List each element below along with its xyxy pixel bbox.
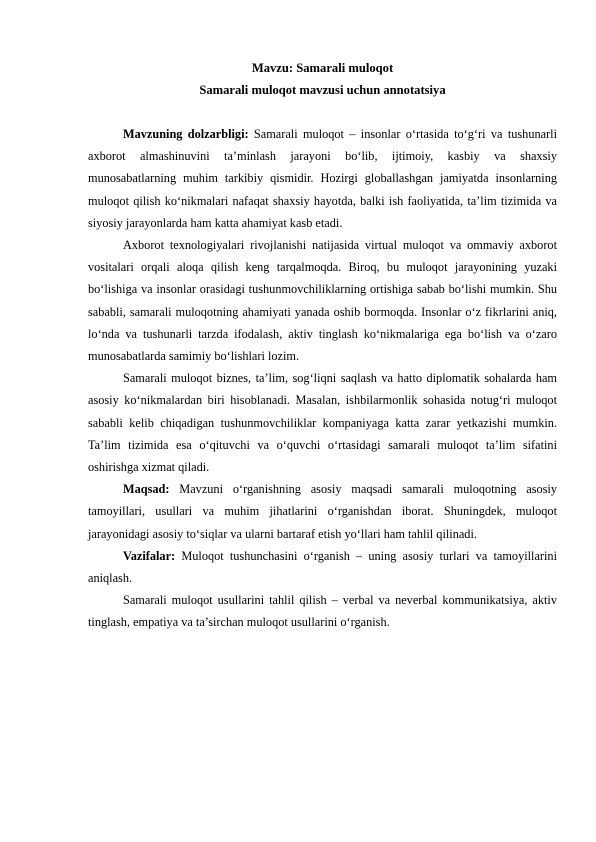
paragraph-relevance xyxy=(88,123,557,234)
paragraph-lead: Maqsad: xyxy=(123,482,170,497)
paragraph-text: Samarali muloqot usullarini tahlil qilish – verbal va neverbal kommunikatsiya, aktiv tinglash, empatiya va ta’sirchan muloqot usullarini o‘rganish. xyxy=(88,593,557,630)
paragraph-text: Samarali muloqot biznes, ta’lim, sog‘liqni saqlash va hatto diplomatik sohalarda ham asosiy ko‘nikmalardan biri hisoblanadi. Masalan, ishbilarmonlik sohasida notug‘ri muloqot sababli kelib chiqadigan tushunmovchiliklar kompaniyaga katta zarar yetkazishi mumkin. Ta’lim tizimida esa o‘qituvchi va o‘quvchi o‘rtasidagi samarali muloqot ta’lim sifatini oshirishga xizmat qiladi. xyxy=(88,371,557,475)
paragraph-text: Muloqot tushunchasini o‘rganish – uning asosiy turlari va tamoyillarini aniqlash. xyxy=(88,548,557,586)
paragraph-methods xyxy=(88,589,557,633)
document-subtitle: Samarali muloqot mavzusi uchun annotatsiya xyxy=(199,83,446,97)
paragraph-information-technology xyxy=(88,234,557,367)
paragraph-text: Mavzuni o‘rganishning asosiy maqsadi samarali muloqotning asosiy tamoyillari, usullari va muhim jihatlarini o‘rganishdan iborat. Shuningdek, muloqot jarayonidagi asosiy to‘siqlar va ularni bartaraf etish yo‘llari ham tahlil qilinadi. xyxy=(88,482,557,541)
paragraph-lead: Mavzuning dolzarbligi: xyxy=(123,127,249,141)
paragraph-lead: Vazifalar: xyxy=(123,548,176,563)
paragraph-goal xyxy=(88,478,557,545)
document-page xyxy=(88,57,557,634)
paragraph-tasks xyxy=(88,545,557,589)
paragraph-text: Axborot texnologiyalari rivojlanishi natijasida virtual muloqot va ommaviy axborot vositalari orqali aloqa qilish keng tarqalmoqda. Biroq, bu muloqot jarayonining yuzaki bo‘lishiga va insonlar orasidagi tushunmovchiliklarning ortishiga sabab bo‘lishi mumkin. Shu sababli, samarali muloqotning ahamiyati yanada oshib bormoqda. Insonlar o‘z fikrlarini aniq, lo‘nda va tushunarli tarzda ifodalash, aktiv tinglash ko‘nikmalariga ega bo‘lish va o‘zaro munosabatlarda samimiy bo‘lishlari lozim. xyxy=(88,238,557,364)
paragraph-text: Samarali muloqot – insonlar o‘rtasida to‘g‘ri va tushunarli axborot almashinuvini ta’minlash jarayoni bo‘lib, ijtimoiy, kasbiy va shaxsiy munosabatlarning muhim tarkibiy qismidir. Hozirgi globallashgan jamiyatda insonlarning muloqot qilish ko‘nikmalari nafaqat shaxsiy hayotda, balki ish faoliyatida, ta’lim tizimida va siyosiy jarayonlarda ham katta ahamiyat kasb etadi. xyxy=(88,127,557,230)
document-title: Mavzu: Samarali muloqot xyxy=(251,61,394,75)
paragraph-fields xyxy=(88,367,557,478)
